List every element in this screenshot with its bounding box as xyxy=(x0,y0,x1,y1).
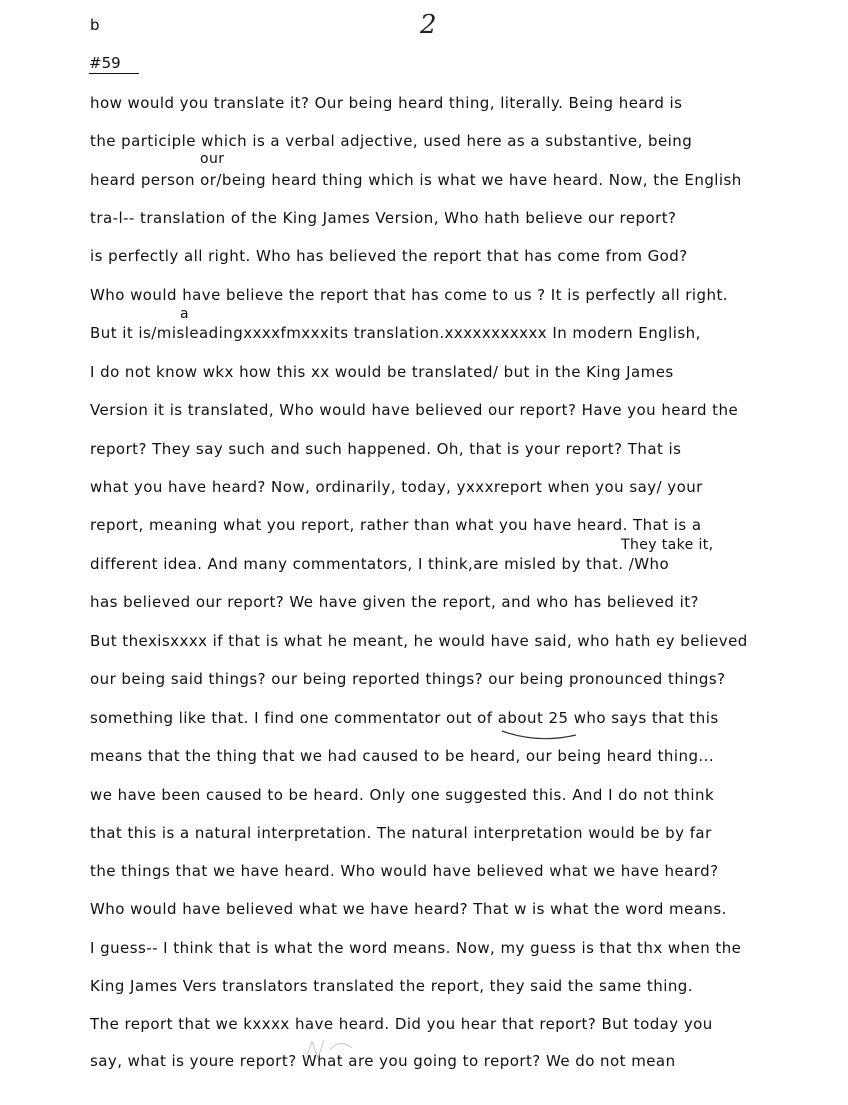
text-line: The report that we kxxxx have heard. Did you hear that report? But today you xyxy=(90,1015,713,1033)
text-line: report, meaning what you report, rather than what you have heard. That is a xyxy=(90,516,702,534)
text-line: how would you translate it? Our being heard thing, literally. Being heard is xyxy=(90,94,683,112)
text-line: our being said things? our being reported things? our being pronounced things? xyxy=(90,670,726,688)
text-line: we have been caused to be heard. Only one suggested this. And I do not think xyxy=(90,786,715,804)
insertion-they-take-it: They take it, xyxy=(621,537,714,553)
text-line: has believed our report? We have given the report, and who has believed it? xyxy=(90,593,699,611)
text-line: But thexisxxxx if that is what he meant, he would have said, who hath ey believed xyxy=(90,632,748,650)
text-line: the participle which is a verbal adjective, used here as a substantive, being xyxy=(90,132,693,150)
handwritten-underline xyxy=(500,728,580,744)
text-line: is perfectly all right. Who has believed the report that has come from God? xyxy=(90,247,688,265)
pencil-scribble xyxy=(300,1030,360,1070)
page-number: 2 xyxy=(420,10,437,40)
text-line: King James Vers translators translated the report, they said the same thing. xyxy=(90,977,693,995)
text-line: different idea. And many commentators, I think,are misled by that. /Who xyxy=(90,555,670,573)
text-line: heard person or/being heard thing which is what we have heard. Now, the English xyxy=(90,171,742,189)
text-line: the things that we have heard. Who would have believed what we have heard? xyxy=(90,862,719,880)
text-line: Who would have believed what we have heard? That w is what the word means. xyxy=(90,900,727,918)
text-line: what you have heard? Now, ordinarily, today, yxxxreport when you say/ your xyxy=(90,478,703,496)
corner-mark: b xyxy=(90,16,100,34)
text-line: tra-l-- translation of the King James Version, Who hath believe our report? xyxy=(90,209,677,227)
text-line: Version it is translated, Who would have believed our report? Have you heard the xyxy=(90,401,739,419)
document-id: #59 xyxy=(89,54,139,74)
text-line: means that the thing that we had caused to be heard, our being heard thing... xyxy=(90,747,715,765)
text-line: report? They say such and such happened. Oh, that is your report? That is xyxy=(90,440,682,458)
text-line: something like that. I find one commentator out of about 25 who says that this xyxy=(90,709,719,727)
text-line: I do not know wkx how this xx would be translated/ but in the King James xyxy=(90,363,674,381)
insertion-our: our xyxy=(200,151,225,167)
text-line: say, what is youre report? What are you going to report? We do not mean xyxy=(90,1052,676,1070)
text-line: that this is a natural interpretation. The natural interpretation would be by far xyxy=(90,824,712,842)
text-line: Who would have believe the report that has come to us ? It is perfectly all right. xyxy=(90,286,729,304)
text-line: I guess-- I think that is what the word means. Now, my guess is that thx when the xyxy=(90,939,742,957)
insertion-a: a xyxy=(180,306,189,322)
text-line: But it is/misleadingxxxxfmxxxits translation.xxxxxxxxxxx In modern English, xyxy=(90,324,701,342)
